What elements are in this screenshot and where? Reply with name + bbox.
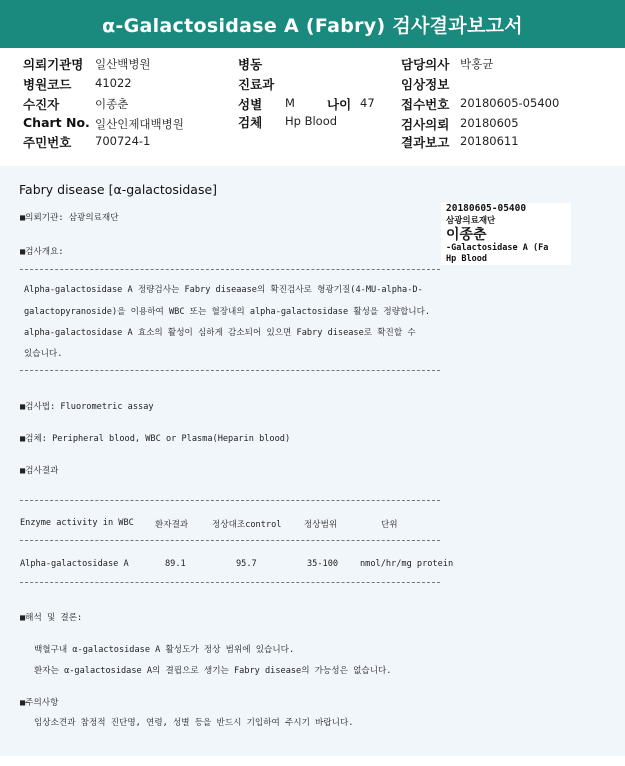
table-cell-normal-range: 35-100 <box>307 559 339 569</box>
caution-line: 임상소견과 참정적 진단명, 연령, 성별 등을 반드시 기입하여 주시기 바랍니다. <box>34 718 354 728</box>
table-cell-enzyme: Alpha-galactosidase A <box>20 559 129 569</box>
specimen-label-stamp <box>441 203 571 265</box>
receipt-no-label: 접수번호 <box>401 97 450 112</box>
stamp-specimen: Hp Blood <box>446 254 487 264</box>
chart-no-label: Chart No. <box>23 115 90 130</box>
overview-line-2: galactopyranoside)을 이용하여 WBC 또는 혈장내의 alpha-galactosidase 활성을 정량합니다. <box>24 307 431 317</box>
specimen-value: Hp Blood <box>285 114 338 128</box>
table-cell-patient-result: 89.1 <box>165 559 186 569</box>
doctor-value: 박홍균 <box>460 57 494 71</box>
table-header-control: 정상대조control <box>212 520 282 530</box>
overview-heading: ■검사개요: <box>20 247 64 257</box>
overview-line-4: 있습니다. <box>24 349 63 359</box>
table-header-normal-range: 정상범위 <box>304 520 338 530</box>
divider <box>20 500 440 501</box>
report-title-banner <box>0 0 625 48</box>
stamp-foundation: 삼광의료재단 <box>446 216 496 226</box>
report-date-label: 결과보고 <box>401 135 450 150</box>
hospital-code-value: 41022 <box>95 76 132 90</box>
recipient-label: 수진자 <box>23 97 60 112</box>
hospital-code-label: 병원코드 <box>23 77 72 92</box>
report-date-value: 20180611 <box>460 134 519 148</box>
receipt-no-value: 20180605-05400 <box>460 96 560 110</box>
department-label: 진료과 <box>238 77 275 92</box>
institution-value: 일산백병원 <box>95 57 151 71</box>
doctor-label: 담당의사 <box>401 57 450 72</box>
divider <box>20 269 440 270</box>
stamp-patient-name: 이종춘 <box>446 227 487 243</box>
stamp-test-name: -Galactosidase A (Fa <box>446 243 549 253</box>
request-date-label: 검사의뢰 <box>401 117 450 132</box>
specimen-label: 검체 <box>238 115 263 130</box>
caution-heading: ■주의사항 <box>20 698 59 708</box>
age-label: 나이 <box>327 97 352 112</box>
method-line: ■검사법: Fluorometric assay <box>20 402 154 412</box>
report-subtitle: Fabry disease [α-galactosidase] <box>19 182 218 197</box>
divider <box>20 582 440 583</box>
sex-value: M <box>285 96 295 110</box>
clinical-info-label: 임상정보 <box>401 77 450 92</box>
stamp-receipt-no: 20180605-05400 <box>446 203 527 214</box>
patient-info-panel <box>0 48 625 158</box>
ward-label: 병동 <box>238 57 263 72</box>
interpretation-line-1: 백혈구내 α-galactosidase A 활성도가 정상 범위에 있습니다. <box>34 645 295 655</box>
recipient-value: 이종춘 <box>95 97 129 111</box>
table-header-patient-result: 환자결과 <box>155 520 189 530</box>
divider <box>20 540 440 541</box>
age-value: 47 <box>360 96 375 110</box>
interpretation-heading: ■해석 및 결론: <box>20 613 83 623</box>
institution-label: 의뢰기관명 <box>23 57 84 72</box>
sex-label: 성별 <box>238 97 263 112</box>
requesting-institution: ■의뢰기관: 삼광의료재단 <box>20 213 119 223</box>
report-title: α-Galactosidase A (Fabry) 검사결과보고서 <box>102 14 523 37</box>
specimen-line: ■검체: Peripheral blood, WBC or Plasma(Heparin blood) <box>20 434 291 444</box>
interpretation-line-2: 환자는 α-galactosidase A의 결핍으로 생기는 Fabry disease의 가능성은 없습니다. <box>34 666 392 676</box>
request-date-value: 20180605 <box>460 116 519 130</box>
resident-no-label: 주민번호 <box>23 135 72 150</box>
table-cell-unit: nmol/hr/mg protein <box>360 559 454 569</box>
table-header-unit: 단위 <box>381 520 398 530</box>
result-heading: ■검사결과 <box>20 466 59 476</box>
table-cell-control: 95.7 <box>236 559 257 569</box>
report-body <box>0 166 625 756</box>
resident-no-value: 700724-1 <box>95 134 151 148</box>
table-header-enzyme: Enzyme activity in WBC <box>20 518 134 528</box>
divider <box>20 370 440 371</box>
chart-no-value: 일산인제대백병원 <box>95 117 184 131</box>
overview-line-3: alpha-galactosidase A 효소의 활성이 심하게 감소되어 있으면 Fabry disease로 확진할 수 <box>24 328 416 338</box>
overview-line-1: Alpha-galactosidase A 정량검사는 Fabry diseaase의 확진검사로 형광기질(4-MU-alpha-D- <box>24 285 423 295</box>
